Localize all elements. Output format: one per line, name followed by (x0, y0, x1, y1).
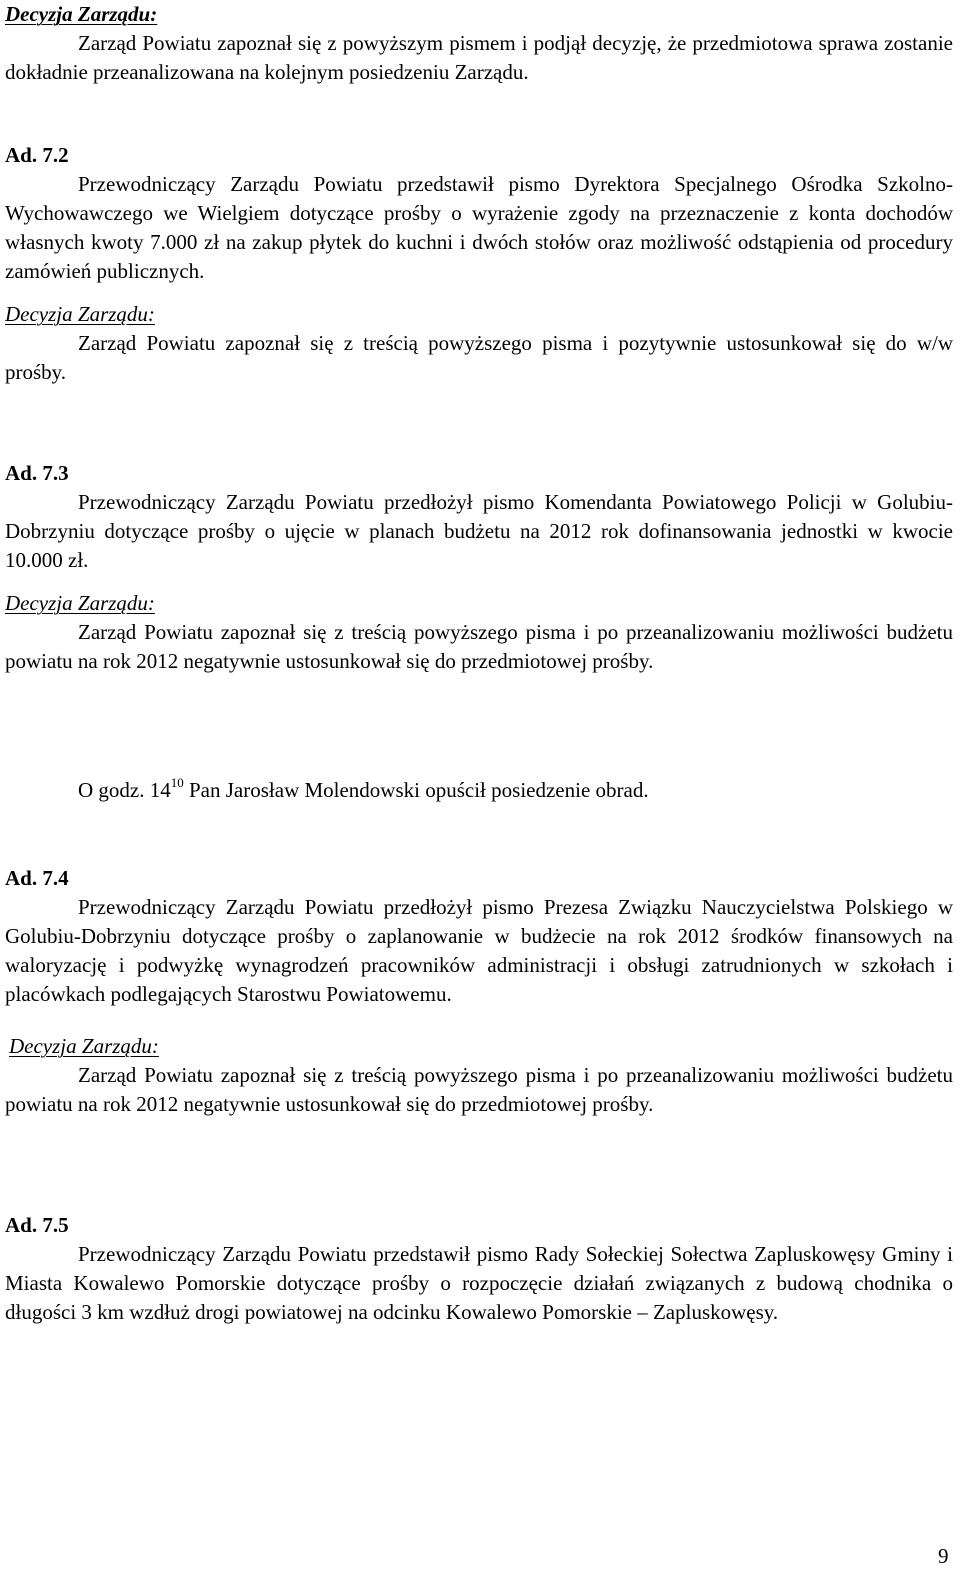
time-note-prefix: O godz. 14 (78, 778, 171, 802)
agenda-item-text: Przewodniczący Zarządu Powiatu przedłożył pismo Komendanta Powiatowego Policji w Golubiu-Dobrzyniu dotyczące prośby o ujęcie w planach budżetu na 2012 rok dofinansowania jednostki w kwocie 10.000 zł. (5, 490, 953, 572)
time-note-text (5, 776, 953, 805)
decision-text: Zarząd Powiatu zapoznał się z treścią powyższego pisma i po przeanalizowaniu możliwości budżetu powiatu na rok 2012 negatywnie ustosunkował się do przedmiotowej prośby. (5, 620, 953, 673)
decision-text: Zarząd Powiatu zapoznał się z treścią powyższego pisma i pozytywnie ustosunkował się do w/w prośby. (5, 331, 953, 384)
decision-heading: Decyzja Zarządu: (5, 591, 155, 615)
decision-text: Zarząd Powiatu zapoznał się z treścią powyższego pisma i po przeanalizowaniu możliwości budżetu powiatu na rok 2012 negatywnie ustosunkował się do przedmiotowej prośby. (5, 1063, 953, 1116)
agenda-item-7-5 (5, 1211, 953, 1327)
decision-heading: Decyzja Zarządu: (5, 2, 158, 26)
agenda-item-text: Przewodniczący Zarządu Powiatu przedstawił pismo Rady Sołeckiej Sołectwa Zapluskowęsy Gminy i Miasta Kowalewo Pomorskie dotyczące prośby o rozpoczęcie działań związanych z budową chodnika o długości 3 km wzdłuż drogi powiatowej na odcinku Kowalewo Pomorskie – Zapluskowęsy. (5, 1242, 953, 1324)
agenda-item-7-4 (5, 864, 953, 1119)
decision-heading: Decyzja Zarządu: (9, 1034, 159, 1058)
agenda-item-text: Przewodniczący Zarządu Powiatu przedłożył pismo Prezesa Związku Nauczycielstwa Polskiego w Golubiu-Dobrzyniu dotyczące prośby o zaplanowanie w budżecie na rok 2012 środków finansowych na waloryzację i podwyżkę wynagrodzeń pracowników administracji i obsługi zatrudnionych w szkołach i placówkach podlegających Starostwu Powiatowemu. (5, 895, 953, 1006)
decision-heading: Decyzja Zarządu: (5, 302, 155, 326)
page-number: 9 (938, 1544, 949, 1568)
agenda-item-7-2 (5, 141, 953, 387)
agenda-item-number: Ad. 7.4 (5, 866, 69, 890)
decision-block-previous (5, 0, 953, 87)
agenda-item-number: Ad. 7.2 (5, 143, 69, 167)
agenda-item-text: Przewodniczący Zarządu Powiatu przedstawił pismo Dyrektora Specjalnego Ośrodka Szkolno-Wychowawczego we Wielgiem dotyczące prośby o wyrażenie zgody na przeznaczenie z konta dochodów własnych kwoty 7.000 zł na zakup płytek do kuchni i dwóch stołów oraz możliwość odstąpienia od procedury zamówień publicznych. (5, 172, 953, 283)
agenda-item-7-3 (5, 459, 953, 676)
time-note-minutes: 10 (170, 775, 184, 790)
time-note-suffix: Pan Jarosław Molendowski opuścił posiedzenie obrad. (183, 778, 649, 802)
agenda-item-number: Ad. 7.3 (5, 461, 69, 485)
decision-text: Zarząd Powiatu zapoznał się z powyższym pismem i podjął decyzję, że przedmiotowa sprawa zostanie dokładnie przeanalizowana na kolejnym posiedzeniu Zarządu. (5, 31, 953, 84)
agenda-item-number: Ad. 7.5 (5, 1213, 69, 1237)
time-note (5, 776, 953, 805)
